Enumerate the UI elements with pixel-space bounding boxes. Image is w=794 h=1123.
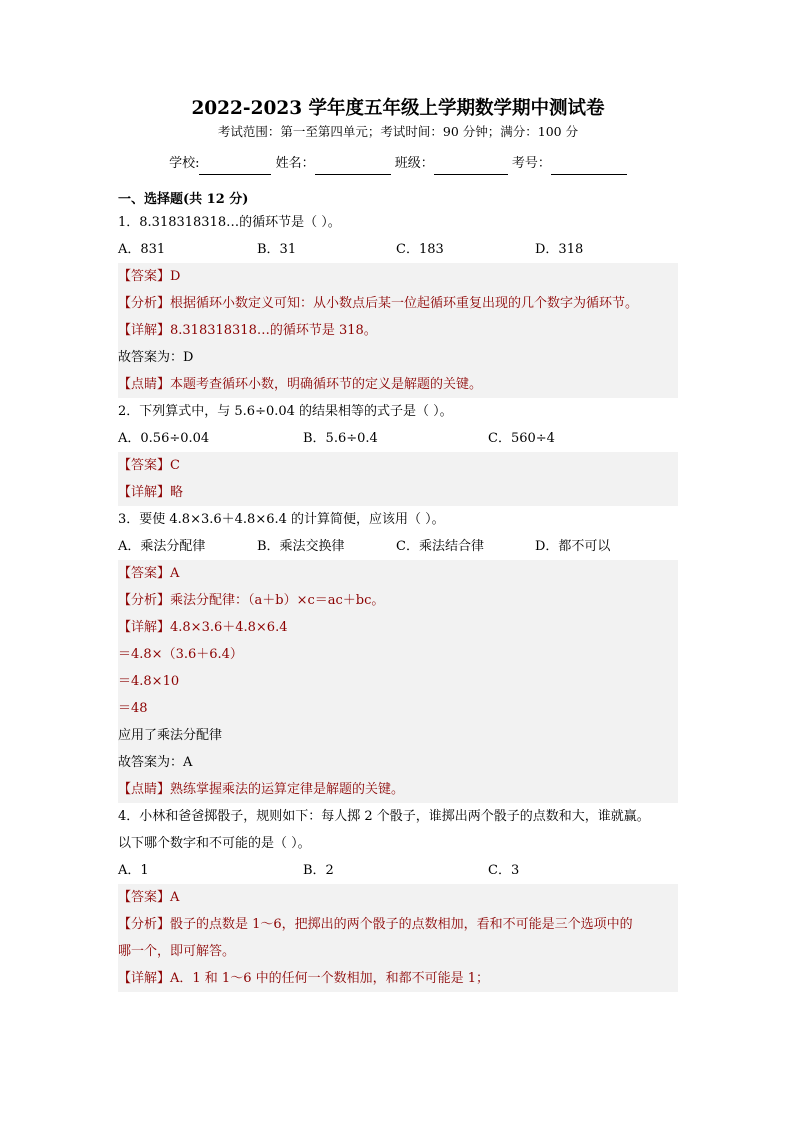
detail-line: 【详解】略 — [118, 485, 184, 500]
question-3-options — [118, 533, 678, 560]
comment-line: 【点睛】本题考查循环小数，明确循环节的定义是解题的关键。 — [118, 377, 483, 392]
detail-line: 【详解】8.318318318…的循环节是 318。 — [118, 323, 377, 338]
answer-line: 【答案】D — [118, 269, 181, 284]
school-label: 学校: — [169, 156, 200, 171]
class-blank[interactable] — [434, 158, 508, 175]
class-label: 班级： — [394, 156, 434, 171]
option: A．乘法分配律 — [118, 539, 206, 554]
option: A．831 — [118, 242, 166, 257]
detail-line: 【详解】A．1 和 1～6 中的任何一个数相加，和都不可能是 1； — [118, 971, 490, 986]
analysis-line-cont: 哪一个，即可解答。 — [118, 944, 236, 959]
exam-subtitle: 考试范围：第一至第四单元；考试时间：90 分钟；满分：100 分 — [217, 124, 579, 139]
comment-line: 【点睛】熟练掌握乘法的运算定律是解题的关键。 — [118, 782, 405, 797]
question-4-stem-cont: 以下哪个数字和不可能的是（ ）。 — [118, 836, 311, 851]
option: B．5.6÷0.4 — [303, 431, 378, 446]
name-blank[interactable] — [315, 158, 391, 175]
question-4-solution — [118, 884, 678, 992]
school-blank[interactable] — [199, 158, 271, 175]
exam-page — [118, 96, 678, 992]
question-4-options — [118, 857, 678, 884]
option: C．乘法结合律 — [396, 539, 484, 554]
question-3-stem: 3．要使 4.8×3.6＋4.8×6.4 的计算简便，应该用（ ）。 — [118, 512, 445, 527]
student-info-row — [118, 153, 678, 175]
option: C．560÷4 — [488, 431, 555, 446]
answer-line: 【答案】C — [118, 458, 180, 473]
step-line: ＝4.8×（3.6＋6.4） — [118, 647, 243, 662]
option: C．3 — [488, 863, 520, 878]
page-title: 2022-2023 学年度五年级上学期数学期中测试卷 — [191, 98, 605, 119]
conclusion-line: 故答案为：A — [118, 755, 193, 770]
answer-line: 【答案】A — [118, 890, 180, 905]
option: D．318 — [535, 242, 584, 257]
step-line: 应用了乘法分配律 — [118, 728, 223, 743]
option: B．2 — [303, 863, 334, 878]
step-line: ＝4.8×10 — [118, 674, 180, 689]
question-2-options — [118, 425, 678, 452]
name-label: 姓名： — [275, 156, 315, 171]
option: B．乘法交换律 — [257, 539, 345, 554]
step-line: ＝48 — [118, 701, 148, 716]
exam-number-blank[interactable] — [551, 158, 627, 175]
option: C．183 — [396, 242, 444, 257]
question-4-stem: 4．小林和爸爸掷骰子，规则如下：每人掷 2 个骰子，谁掷出两个骰子的点数和大，谁就赢。 — [118, 809, 650, 824]
analysis-line: 【分析】骰子的点数是 1～6，把掷出的两个骰子的点数相加，看和不可能是三个选项中的 — [118, 917, 633, 932]
detail-line: 【详解】4.8×3.6＋4.8×6.4 — [118, 620, 288, 635]
section-title: 一、选择题(共 12 分) — [118, 192, 249, 207]
answer-line: 【答案】A — [118, 566, 180, 581]
question-2-stem: 2．下列算式中，与 5.6÷0.04 的结果相等的式子是（ ）。 — [118, 404, 453, 419]
conclusion-line: 故答案为：D — [118, 350, 194, 365]
question-1-solution — [118, 263, 678, 398]
exam-number-label: 考号： — [511, 156, 551, 171]
question-2-solution — [118, 452, 678, 506]
option: A．0.56÷0.04 — [118, 431, 210, 446]
question-1-options — [118, 236, 678, 263]
question-1-stem: 1．8.318318318…的循环节是（ ）。 — [118, 215, 341, 230]
analysis-line: 【分析】根据循环小数定义可知：从小数点后某一位起循环重复出现的几个数字为循环节。 — [118, 296, 639, 311]
question-3-solution — [118, 560, 678, 803]
option: A．1 — [118, 863, 149, 878]
analysis-line: 【分析】乘法分配律：（a＋b）×c＝ac＋bc。 — [118, 593, 385, 608]
option: D．都不可以 — [535, 539, 611, 554]
option: B．31 — [257, 242, 297, 257]
